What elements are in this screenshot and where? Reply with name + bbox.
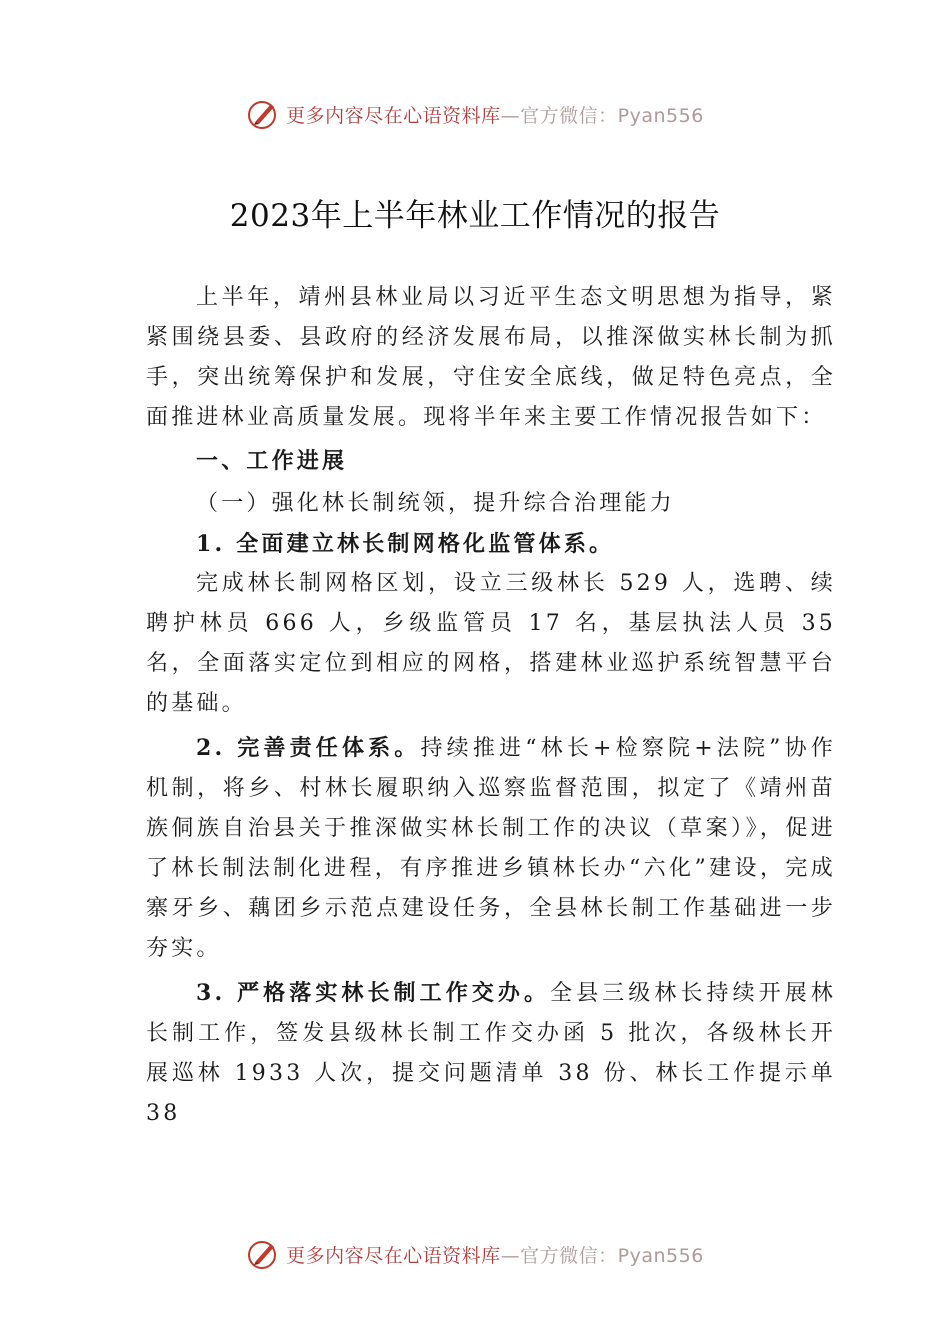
- subsection-heading: （一）强化林长制统领，提升综合治理能力: [196, 491, 675, 516]
- item2-text: 持续推进“林长+检察院+法院”协作机制，将乡、村林长履职纳入巡察监督范围，拟定了《靖州苗族侗族自治县关于推深做实林长制工作的决议（草案）》，促进了林长制法制化进程，有序推进乡镇林长办“六化”建设，完成寨牙乡、藕团乡示范点建设任务，全县林长制工作基础进一步夯实。: [146, 736, 836, 961]
- footer-watermark-gray: —官方微信：Pyan556: [500, 1244, 704, 1267]
- item3-lead: 3. 严格落实林长制工作交办。: [196, 980, 551, 1006]
- document-title: 2023年上半年林业工作情况的报告: [229, 198, 721, 234]
- pen-logo-icon: [246, 1237, 280, 1271]
- document-body: [146, 278, 836, 1134]
- header-watermark-gray: —官方微信：Pyan556: [500, 104, 704, 127]
- header-watermark: [0, 94, 950, 134]
- item1-paragraph: 完成林长制网格区划，设立三级林长 529 人，选聘、续聘护林员 666 人，乡级监管员 17 名，基层执法人员 35 名，全面落实定位到相应的网格，搭建林业巡护系统智慧平台的基础。: [146, 571, 836, 716]
- item2-paragraph: [146, 728, 836, 969]
- item2-lead: 2. 完善责任体系。: [196, 735, 421, 761]
- footer-watermark: [0, 1234, 950, 1274]
- pen-logo-icon: [246, 97, 280, 131]
- item3-paragraph: [146, 973, 836, 1134]
- footer-watermark-red: 更多内容尽在心语资料库: [286, 1244, 501, 1267]
- item3-text: 全县三级林长持续开展林长制工作，签发县级林长制工作交办函 5 批次，各级林长开展巡林 1933 人次，提交问题清单 38 份、林长工作提示单 38: [146, 981, 836, 1126]
- intro-paragraph: 上半年，靖州县林业局以习近平生态文明思想为指导，紧紧围绕县委、县政府的经济发展布局，以推深做实林长制为抓手，突出统筹保护和发展，守住安全底线，做足特色亮点，全面推进林业高质量发展。现将半年来主要工作情况报告如下：: [146, 285, 836, 430]
- section-heading: 一、工作进展: [196, 449, 348, 474]
- item1-heading: 1. 全面建立林长制网格化监管体系。: [196, 531, 615, 557]
- header-watermark-red: 更多内容尽在心语资料库: [286, 104, 501, 127]
